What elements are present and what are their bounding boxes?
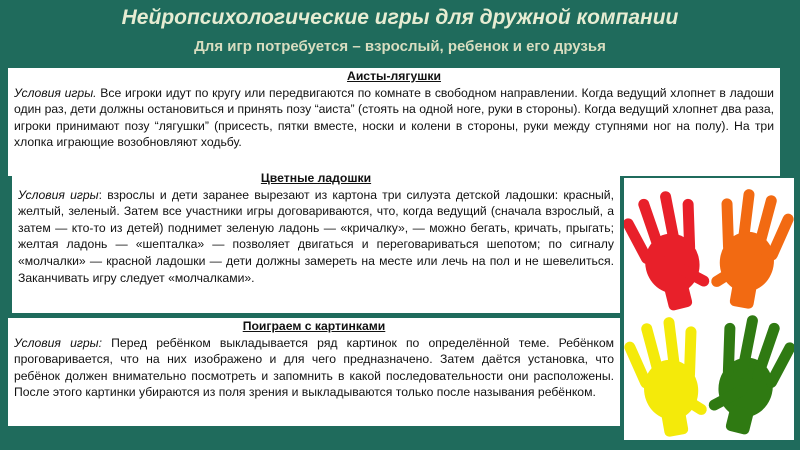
- page-title: Нейропсихологические игры для дружной компании: [121, 6, 679, 29]
- game-pictures-title: Поиграем с картинками: [242, 319, 386, 333]
- orange-hand-icon: [703, 184, 794, 314]
- game-storks-frogs: [8, 68, 780, 176]
- game-colored-palms-label: Условия игры: [18, 187, 99, 202]
- game-storks-frogs-title: Аисты-лягушки: [347, 69, 441, 83]
- game-colored-palms-title: Цветные ладошки: [260, 171, 372, 185]
- yellow-hand-icon: [624, 312, 715, 440]
- hands-svg: [624, 178, 794, 440]
- game-storks-frogs-text: Все игроки идут по кругу или передвигаются по комнате в свободном направлении. Когда ведущий хлопнет в ладоши один раз, дети должны остановиться и принять позу “аиста” (стоять на одной ноге, руки в стороны). Когда ведущий хлопнет два раза, игроки принимают позу “лягушки” (присесть, пятки вместе, носки и колени в стороны, руки между ступнями ног на полу). На три хлопка играющие возобновляют ходьбу.: [14, 85, 774, 150]
- green-hand-icon: [699, 309, 794, 440]
- colored-hands-image: [624, 178, 794, 440]
- game-colored-palms: [12, 170, 620, 313]
- game-pictures-text: Перед ребёнком выкладывается ряд картинок по определённой теме. Ребёнком проговаривается, что на них изображено и для чего предназначено. Затем даётся установка, что ребёнок должен внимательно посмотреть и запомнить в какой последовательности они расположены. После этого картинки убираются из поля зрения и выкладываются только после называния ребёнком.: [14, 335, 614, 400]
- game-pictures: [8, 318, 620, 426]
- page-subtitle: Для игр потребуется – взрослый, ребенок и его друзья: [194, 38, 606, 55]
- game-colored-palms-text: : взрослы и дети заранее вырезают из картона три силуэта детской ладошки: красный, желтый, зеленый. Затем все участники игры договариваются, что, когда ведущий (сначала взрослый, а затем — кто-то из детей) поднимет зеленую ладонь — «кричалку», — можно бегать, кричать, прыгать; желтая ладонь — «шепталка» — позволяет двигаться и переговариваться шепотом; по сигналу «молчалки» — красной ладошки — дети должны замереть на месте или лечь на пол и не шевелиться. Заканчивать игру следует «молчалками».: [18, 187, 614, 285]
- game-storks-frogs-label: Условия игры.: [14, 85, 97, 100]
- game-pictures-label: Условия игры:: [14, 335, 102, 350]
- red-hand-icon: [624, 185, 719, 318]
